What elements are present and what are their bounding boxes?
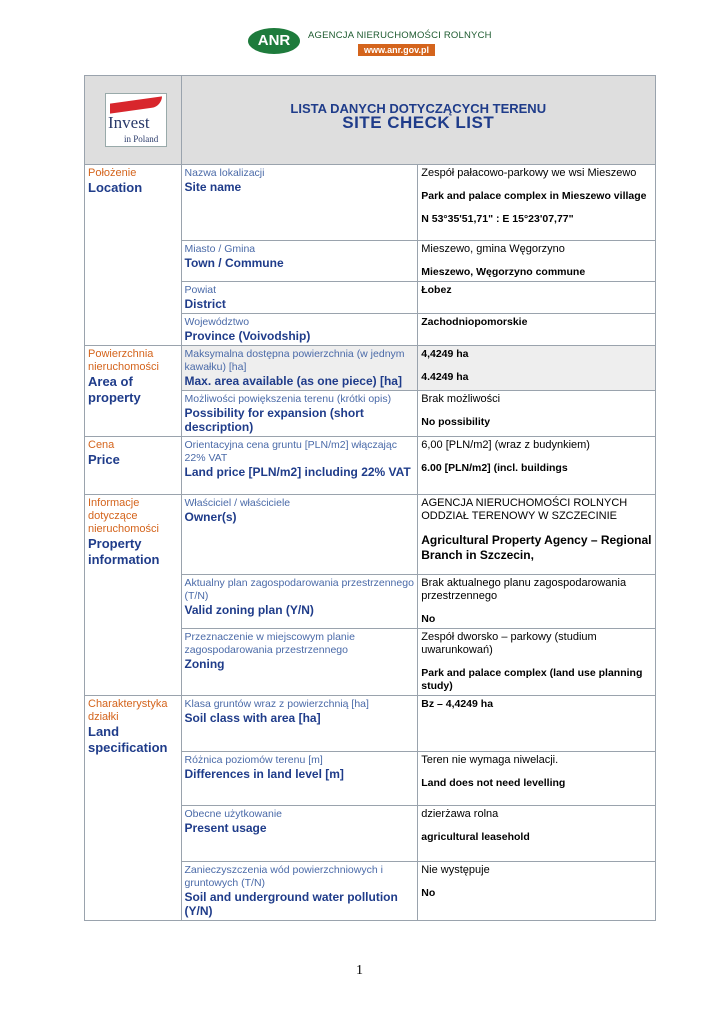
page-number: 1 — [356, 963, 363, 978]
row-site-name: Położenie Location Nazwa lokalizacji Site name Zespół pałacowo-parkowy we wsi Mieszewo Park and palace complex in Mieszewo village N 53°35'51,71" : E 15°23'07,77" — [85, 165, 656, 241]
header-row — [85, 76, 656, 165]
section-location: Położenie Location — [85, 165, 182, 346]
row-town: Miasto / Gmina Town / Commune Mieszewo, gmina Węgorzyno Mieszewo, Węgorzyno commune — [85, 241, 656, 282]
row-zoning: Przeznaczenie w miejscowym planie zagospodarowania przestrzennego Zoning Zespół dworsko – parkowy (studium uwarunkowań) Park and palace complex (land use planning study) — [85, 629, 656, 696]
row-max-area: Powierzchnia nieruchomości Area of property Maksymalna dostępna powierzchnia (w jednym kawałku) [ha] Max. area available (as one piece) [ha] 4,4249 ha 4.4249 ha — [85, 346, 656, 391]
title-cell — [181, 76, 655, 165]
anr-badge: ANR — [248, 28, 300, 54]
section-price: Cena Price — [85, 437, 182, 495]
row-province: Województwo Province (Voivodship) Zachodniopomorskie — [85, 314, 656, 346]
section-property: Informacje dotyczące nieruchomości Property information — [85, 495, 182, 696]
row-usage: Obecne użytkowanie Present usage dzierżawa rolna agricultural leasehold — [85, 806, 656, 862]
section-area: Powierzchnia nieruchomości Area of property — [85, 346, 182, 437]
anr-agency-name: AGENCJA NIERUCHOMOŚCI ROLNYCH — [308, 30, 492, 41]
flag-icon — [110, 96, 162, 113]
section-land: Charakterystyka działki Land specification — [85, 696, 182, 921]
invest-in-poland-logo — [105, 93, 167, 147]
row-soil-class: Charakterystyka działki Land specification Klasa gruntów wraz z powierzchnią [ha] Soil class with area [ha] Bz – 4,4249 ha — [85, 696, 656, 752]
site-check-table — [84, 75, 656, 921]
anr-logo — [248, 26, 492, 60]
title-en: SITE CHECK LIST — [342, 113, 495, 132]
row-level-diff: Różnica poziomów terenu [m] Differences in land level [m] Teren nie wymaga niwelacji. Land does not need levelling — [85, 752, 656, 806]
invest-logo-sub: in Poland — [124, 134, 159, 144]
anr-url[interactable]: www.anr.gov.pl — [358, 44, 435, 56]
row-owner: Informacje dotyczące nieruchomości Property information Właściciel / właściciele Owner(s) AGENCJA NIERUCHOMOŚCI ROLNYCH ODDZIAŁ TERENOWY W SZCZECINIE Agricultural Property Agency – Regional Branch in Szczecin, — [85, 495, 656, 575]
row-district: Powiat District Łobez — [85, 282, 656, 314]
row-zoning-plan: Aktualny plan zagospodarowania przestrzennego (T/N) Valid zoning plan (Y/N) Brak aktualnego planu zagospodarowania przestrzennego No — [85, 575, 656, 629]
row-expansion: Możliwości powiększenia terenu (krótki opis) Possibility for expansion (short description) Brak możliwości No possibility — [85, 391, 656, 437]
invest-logo-cell — [85, 76, 182, 165]
row-pollution: Zanieczyszczenia wód powierzchniowych i gruntowych (T/N) Soil and underground water pollution (Y/N) Nie występuje No — [85, 862, 656, 921]
title-pl: LISTA DANYCH DOTYCZĄCYCH TERENU — [290, 101, 547, 116]
invest-logo-text: Invest — [108, 113, 150, 132]
row-land-price: Cena Price Orientacyjna cena gruntu [PLN/m2] włączając 22% VAT Land price [PLN/m2] including 22% VAT 6,00 [PLN/m2] (wraz z budynkiem) 6.00 [PLN/m2] (incl. buildings — [85, 437, 656, 495]
